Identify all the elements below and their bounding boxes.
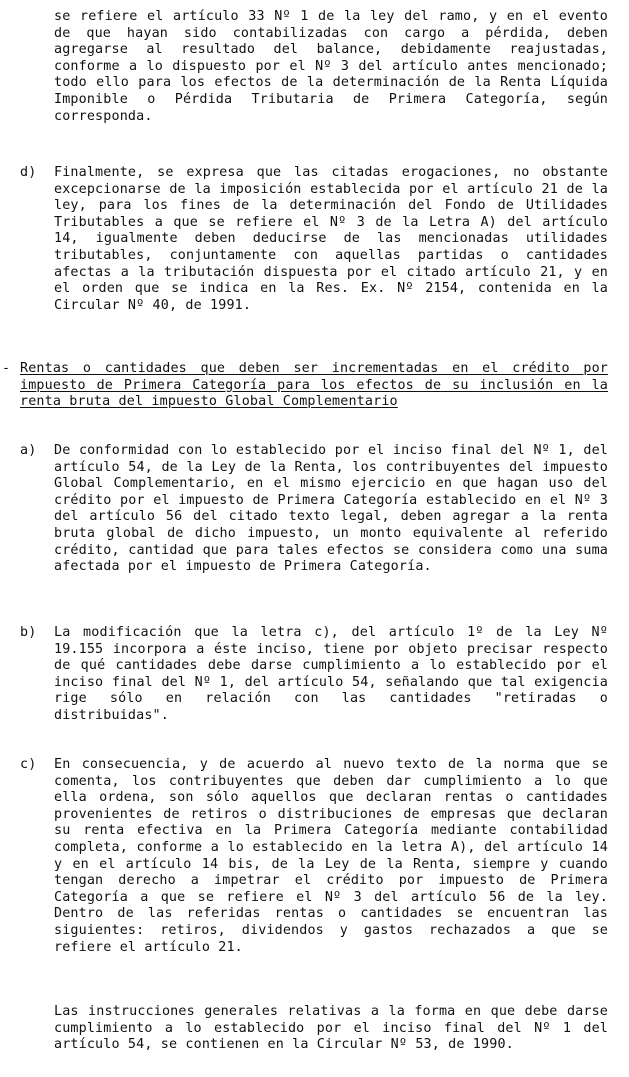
item-d-paragraph — [54, 165, 608, 314]
item-b-text: La modificación que la letra c), del artículo 1º de la Ley Nº 19.155 incorpora a éste inciso, tiene por objeto precisar respecto de qué cantidades debe darse cumplimiento a lo establecido por el inciso final del Nº 1, del artículo 54, señalando que tal exigencia rige sólo en relación con las cantidades "retiradas o distribuidas". — [54, 625, 608, 723]
item-c-text: En consecuencia, y de acuerdo al nuevo texto de la norma que se comenta, los contribuyentes que deben dar cumplimiento a lo que ella ordena, son sólo aquellos que declaran rentas o cantidades provenientes de retiros o distribuciones de empresas que declaran su renta efectiva en la Primera Categoría mediante contabilidad completa, conforme a lo establecido en la letra A), del artículo 14 y en el artículo 14 bis, de la Ley de la Renta, siempre y cuando tengan derecho a impetrar el crédito por impuesto de Primera Categoría a que se refiere el Nº 3 del artículo 56 de la ley. Dentro de las referidas rentas o cantidades se encuentran las siguientes: retiros, dividendos y gastos rechazados a que se refiere el artículo 21. — [54, 757, 608, 955]
item-a-text: De conformidad con lo establecido por el inciso final del Nº 1, del artículo 54, de la Ley de la Renta, los contribuyentes del impuesto Global Complementario, en el mismo ejercicio en que hagan uso del crédito por el impuesto de Primera Categoría establecido en el Nº 3 del artículo 56 del citado texto legal, deben agregar a la renta bruta global de dicho impuesto, un monto equivalente al referido crédito, cantidad que para tales efectos se considera como una suma afectada por el impuesto de Primera Categoría. — [54, 443, 608, 575]
item-c-paragraph — [54, 757, 608, 956]
item-c-label: c) — [20, 757, 37, 772]
item-c-paragraph-2 — [54, 1004, 608, 1054]
item-c-text-2: Las instrucciones generales relativas a la forma en que debe darse cumplimiento a lo establecido por el inciso final del Nº 1 del artículo 54, se contienen en la Circular Nº 53, de 1990. — [54, 1004, 608, 1053]
intro-paragraph — [54, 9, 608, 125]
item-d-label: d) — [20, 165, 37, 180]
item-a-label: a) — [20, 443, 37, 458]
section-heading: Rentas o cantidades que deben ser incrementadas en el crédito por impuesto de Primera Categoría para los efectos de su inclusión en la renta bruta del impuesto Global Complementario — [20, 361, 608, 410]
item-a-paragraph — [54, 443, 608, 576]
item-b-label: b) — [20, 625, 37, 640]
intro-paragraph-text: se refiere el artículo 33 Nº 1 de la ley del ramo, y en el evento de que hayan sido contabilizadas con cargo a pérdida, deben agregarse al resultado del balance, debidamente reajustadas, conforme a lo dispuesto por el Nº 3 del artículo antes mencionado; todo ello para los efectos de la determinación de la Renta Líquida Imponible o Pérdida Tributaria de Primera Categoría, según corresponda. — [54, 9, 608, 124]
item-d-text: Finalmente, se expresa que las citadas erogaciones, no obstante excepcionarse de la imposición establecida por el artículo 21 de la ley, para los fines de la determinación del Fondo de Utilidades Tributables a que se refiere el Nº 3 de la Letra A) del artículo 14, igualmente deben deducirse de las mencionadas utilidades tributables, conjuntamente con aquellas partidas o cantidades afectas a la tributación dispuesta por el citado artículo 21, y en el orden que se indica en la Res. Ex. Nº 2154, contenida en la Circular Nº 40, de 1991. — [54, 165, 608, 313]
section-dash: - — [2, 361, 11, 376]
item-b-paragraph — [54, 625, 608, 725]
